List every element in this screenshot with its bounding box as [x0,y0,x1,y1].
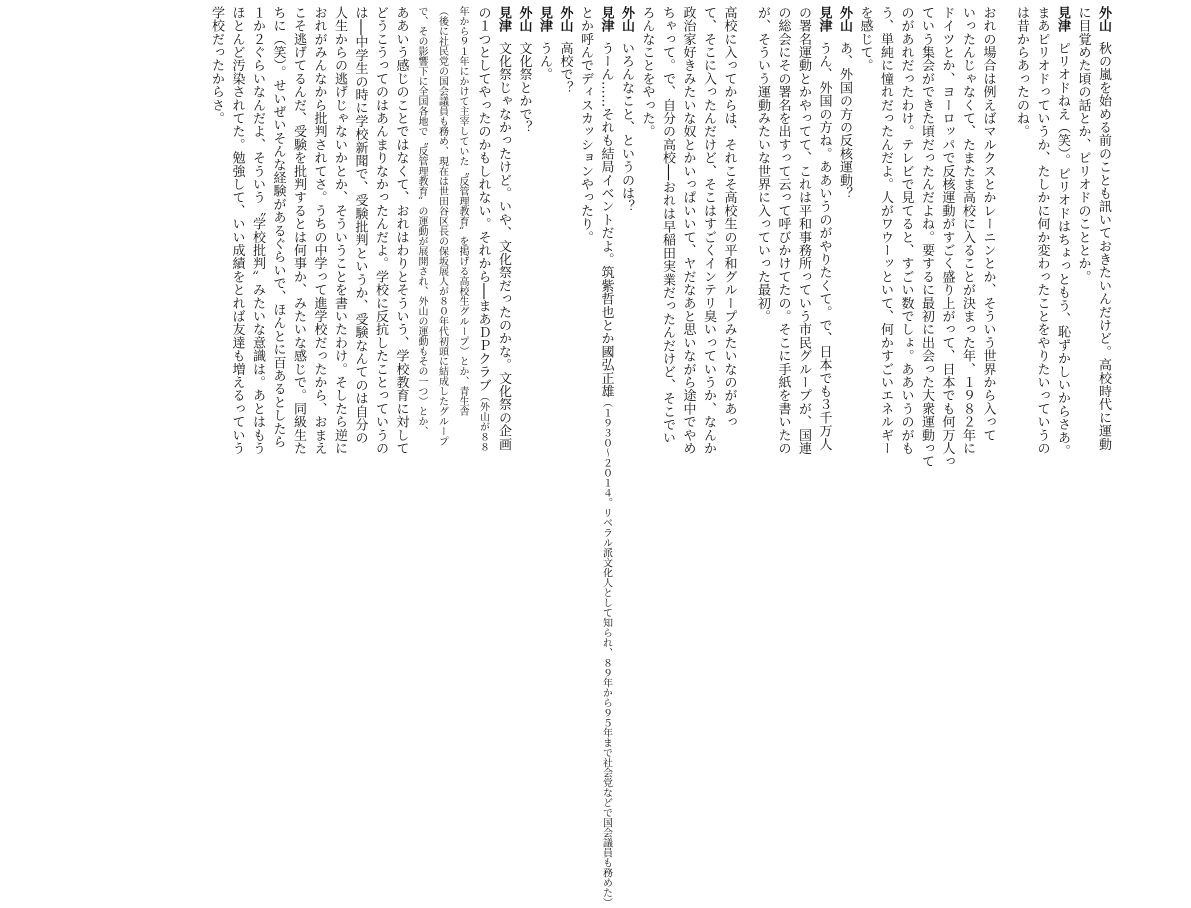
dialogue-text: いったんじゃなくて、たまたま高校に入ることが決まった年、１９８２年に [960,6,975,455]
text-column [1072,6,1093,510]
speaker-name: 外山 [837,6,852,33]
dialogue-text: うーん……それも結局イベントだよ。筑紫哲也とか國弘正雄 [598,41,614,398]
speaker-name: 見津 [496,6,511,33]
text-column [916,6,937,510]
text-column [636,6,657,510]
annotation-note: （外山が８８ [477,391,489,452]
text-column [977,6,998,510]
text-column [349,6,370,510]
dialogue-text: 高校に入ってからは、それこそ高校生の平和グループみたいなのがあっ [721,6,737,429]
speaker-name: 外山 [1096,6,1111,33]
dialogue-text: の署名運動とかやってて、これは平和事務所っていう市民グループが、国連 [796,6,811,455]
speaker-name: 見津 [537,6,552,33]
dialogue-text: 秋の嵐を始める前のことも訊いておきたいんだけど。高校時代に運動 [1096,41,1111,451]
speaker-name: 外山 [557,6,573,33]
text-column [616,6,637,510]
dialogue-text: いろんなこと、というのは？ [619,41,634,214]
text-column [390,6,411,510]
text-column [513,6,534,510]
text-column [575,6,596,510]
text-column [1052,6,1073,510]
text-column [752,6,773,510]
dialogue-text: ちに（笑）。せいぜいそんな経験があるぐらいで、ほんとに百あるとしたら [270,6,286,449]
dialogue-text: のがあれだったわけ。テレビで見てると、すごい数でしょ。ああいうのがも [898,6,914,455]
text-column [793,6,814,510]
dialogue-text: おれの場合は例えばマルクスとかレーニンとか、そういう世界から入って [980,6,996,442]
annotation-note: で、その影響下に全国各地で〝反管理教育〟の運動が展開され、外山の運動もその一つ）とか、 [416,6,427,436]
dialogue-text: 高校で？ [557,41,573,95]
text-column [834,6,855,510]
dialogue-text: は──中学生の時に学校新聞で、受験批判というか、受験なんてのは自分の [352,6,368,445]
text-column [431,6,452,510]
text-column [452,6,473,510]
dialogue-text: うん。 [537,41,552,82]
text-column [554,6,575,510]
text-column [267,6,288,510]
text-column [247,6,268,510]
dialogue-text: ちゃって。で、自分の高校──おれは早稲田実業だったんだけど、そこでい [660,6,675,445]
text-column [813,6,834,510]
dialogue-text: どうこうってのはあんまりなかったんだよ。学校に反抗したことっていうの [373,6,388,455]
dialogue-text: の総会にその署名を出すって云って呼びかけてたの。そこに手紙を書いたの [775,6,791,455]
text-column [1031,6,1052,510]
dialogue-text: 学校だったからさ。 [209,6,224,125]
text-column [206,6,227,510]
text-column [936,6,957,510]
dialogue-text: 文化祭じゃなかったけど。いや、文化祭だったのかな。文化祭の企画 [496,41,511,451]
annotation-note: （１９３０〜２０１４。リベラル派文化人として知られ、８９年から９５年まで社会党などで国会議員も務めた） [600,397,612,908]
text-column [698,6,719,510]
dialogue-text: こそ逃げてるんだ、受験を批判するとは何事か、みたいな感じで。同級生た [291,6,306,455]
dialogue-text: ピリオドねえ（笑）。ピリオドはちょっともう、恥ずかしいからさあ。 [1055,41,1070,458]
dialogue-text: とか呼んでディスカッションやったり。 [578,6,593,244]
dialogue-text: ああいう感じのことではなくて、おれはわりとそういう、学校教育に対して [393,6,409,455]
vertical-text-body [206,6,1114,908]
text-column [308,6,329,510]
text-column [657,6,678,510]
dialogue-text: ほとんど汚染されてた。勉強して、いい成績をとれば友達も増えるっていう [229,6,245,455]
dialogue-text: まあピリオドっていうか、たしかに何か変わったことをやりたいっていうの [1034,6,1050,455]
dialogue-text: ドイツとか、ヨーロッパで反核運動がすごく盛り上がって、日本でも何万人っ [939,6,955,468]
text-column [1011,6,1032,510]
speaker-name: 見津 [598,6,614,33]
dialogue-text: て、そこに入ったんだけど、そこはすごくインテリ臭いっていうか、なんか [701,6,716,455]
dialogue-text: う、単純に憧れだったんだよ。人がワウーッといて、何かすごいエネルギー [878,6,893,455]
text-column [411,6,432,510]
dialogue-text: 文化祭とかで？ [516,41,532,134]
dialogue-text: 政治家好きみたいな奴とかいっぱいいて、ヤだなあと思いながら途中でやめ [680,6,696,455]
text-column [534,6,555,510]
text-column [854,6,875,510]
dialogue-text: おれがみんなから批判されてさ。うちの中学って進学校だったから、おまえ [311,6,327,455]
text-column [226,6,247,510]
text-column [595,6,616,908]
text-column [493,6,514,510]
text-column [875,6,896,510]
dialogue-text: を感じて。 [857,6,873,72]
text-column [772,6,793,510]
dialogue-text: は昔からあったのね。 [1014,6,1029,138]
dialogue-text: が、そういう運動みたいな世界に入っていった最初。 [755,6,770,323]
text-column [288,6,309,510]
speaker-name: 見津 [1055,6,1070,33]
text-column [718,6,739,510]
dialogue-text: に目覚めた頃の話とか、ピリオドのこととか。 [1075,6,1091,284]
annotation-note: 年から９１年にかけて主宰していた〝反管理教育〟を掲げる高校生グループ）とか、青生舎 [457,6,468,416]
dialogue-text: うん、外国の方ね。ああいうのがやりたくて。で、日本でも３千万人 [816,41,832,451]
speaker-name: 外山 [619,6,634,33]
text-column [370,6,391,510]
annotation-note: （後に社民党の国会議員も務め、現在は世田谷区長の保坂展人が８０年代初頭に結成したグループ [436,6,448,446]
dialogue-text: の１つとしてやったのかもしれない。それから──まあＤＰクラブ [475,6,491,392]
text-column [895,6,916,510]
text-column [472,6,493,510]
speaker-name: 見津 [816,6,832,33]
text-column [957,6,978,510]
text-column [677,6,698,510]
dialogue-text: 人生からの逃げじゃないかとか、そういうことを書いたわけ。そしたら逆に [332,6,347,455]
text-column [1093,6,1114,510]
text-column [329,6,350,510]
dialogue-text: あ、外国の方の反核運動？ [837,41,852,200]
dialogue-text: ていう集会ができた頃だったんだよね。要するに最初に出会った大衆運動って [919,6,934,468]
speaker-name: 外山 [516,6,532,33]
dialogue-text: １か２ぐらいなんだよ、そういう〝学校批判〟みたいな意識は。あとはもう [250,6,265,455]
dialogue-text: ろんなことをやった。 [639,6,655,138]
